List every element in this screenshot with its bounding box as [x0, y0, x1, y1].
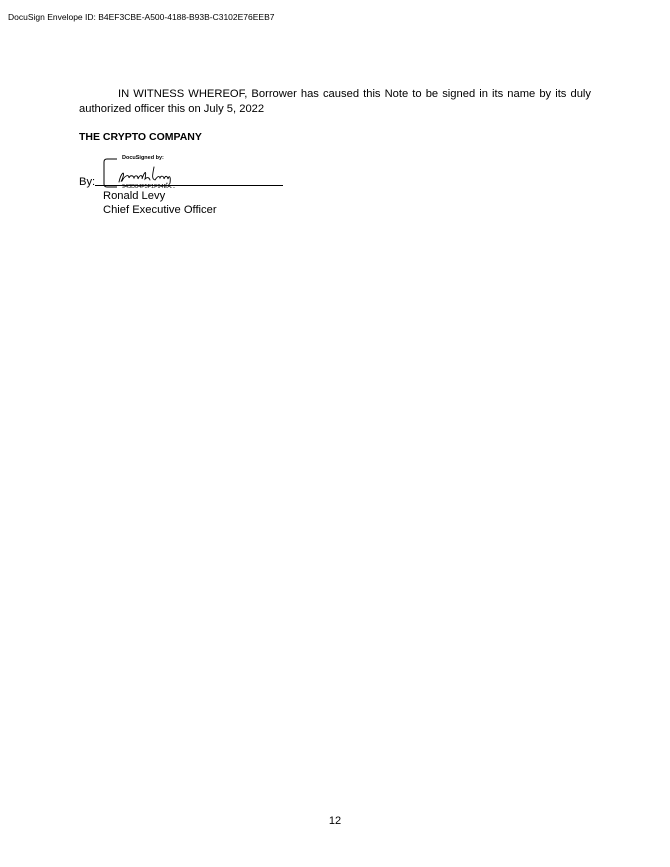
signature-line	[95, 185, 283, 186]
handwritten-signature	[119, 167, 170, 185]
company-name: THE CRYPTO COMPANY	[79, 131, 202, 143]
witness-paragraph: IN WITNESS WHEREOF, Borrower has caused this Note to be signed in its name by its duly authorized officer this on July 5, 2022	[79, 88, 591, 115]
signature-hash: 943D84F5F1F94EA...	[122, 184, 176, 190]
page-number: 12	[328, 815, 342, 827]
signer-title: Chief Executive Officer	[103, 204, 217, 216]
docusign-envelope-id: DocuSign Envelope ID: B4EF3CBE-A500-4188-B93B-C3102E76EEB7	[8, 12, 275, 22]
by-label: By:	[79, 176, 96, 188]
signer-name: Ronald Levy	[103, 190, 166, 202]
docusigned-by-label: DocuSigned by:	[122, 155, 164, 161]
